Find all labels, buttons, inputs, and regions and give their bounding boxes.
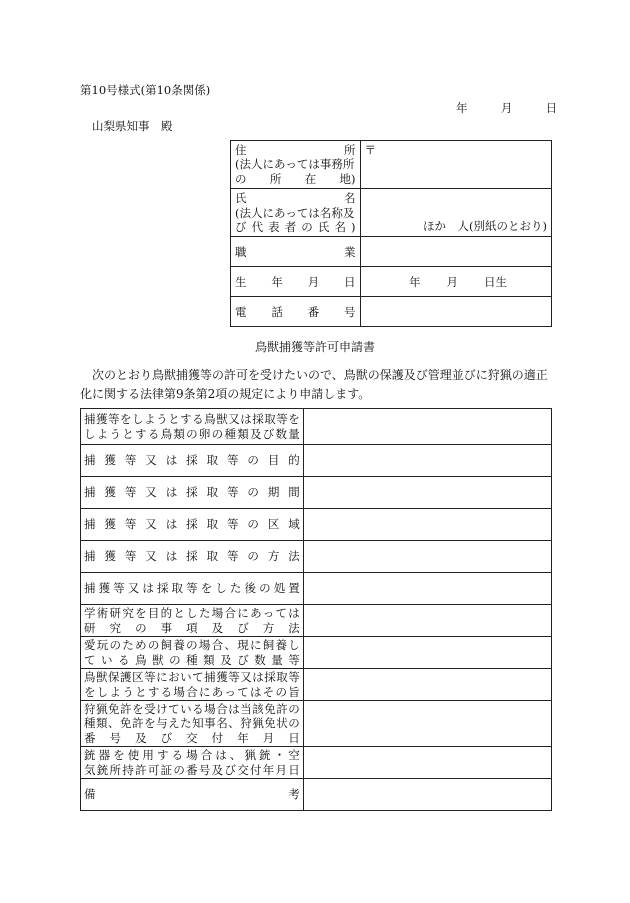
row-value-field[interactable]	[303, 445, 551, 477]
row-label: 銃器を使用する場合は、猟銃・空 気銃所持許可証の番号及び交付年月日	[81, 747, 304, 779]
table-row	[81, 779, 552, 811]
postal-mark: 〒	[364, 143, 377, 157]
table-row	[81, 701, 552, 747]
application-table	[80, 408, 552, 811]
date-line	[456, 101, 557, 115]
table-row	[81, 445, 552, 477]
row-value-field[interactable]	[303, 509, 551, 541]
row-value-field[interactable]	[303, 637, 551, 669]
row-label: 捕獲等をしようとする鳥獣又は採取等を しようとする鳥類の卵の種類及び数量	[81, 409, 304, 445]
row-label: 捕獲等又は採取等の目的	[81, 445, 304, 477]
row-value-field[interactable]	[303, 541, 551, 573]
intro-text: 次のとおり鳥獣捕獲等の許可を受けたいので、鳥獣の保護及び管理並びに狩猟の適正化に関する法律第9条第2項の規定により申請します。	[80, 368, 548, 402]
table-row	[81, 747, 552, 779]
birth-label: 生 年 月 日	[231, 267, 361, 297]
name-field[interactable]	[360, 189, 551, 237]
address-field[interactable]	[360, 141, 551, 189]
row-value-field[interactable]	[303, 701, 551, 747]
document-title: 鳥獣捕獲等許可申請書	[254, 340, 375, 354]
row-label: 捕獲等又は採取等をした後の処置	[81, 573, 304, 605]
name-label: 氏 名 (法人にあっては名称及 び代表者の氏名)	[231, 189, 361, 237]
row-label: 捕獲等又は採取等の方法	[81, 541, 304, 573]
row-value-field[interactable]	[303, 669, 551, 701]
table-row	[81, 409, 552, 445]
row-label: 備 考	[81, 779, 304, 811]
table-row	[81, 637, 552, 669]
row-label: 愛玩のための飼養の場合、現に飼養し ている鳥獣の種類及び数量等	[81, 637, 304, 669]
row-value-field[interactable]	[303, 747, 551, 779]
row-label: 狩猟免許を受けている場合は当該免許の 種類、免許を与えた知事名、狩猟免状の 番号及び交付年月日	[81, 701, 304, 747]
phone-label: 電 話 番 号	[231, 297, 361, 327]
form-number: 第10号様式(第10条関係)	[80, 83, 211, 97]
occupation-label: 職 業	[231, 237, 361, 267]
others-note: ほか 人(別紙のとおり)	[423, 218, 547, 233]
table-row	[81, 573, 552, 605]
table-row	[81, 509, 552, 541]
addressee: 山梨県知事 殿	[92, 119, 173, 133]
table-row	[81, 669, 552, 701]
birth-field[interactable]: 年 月 日生	[360, 267, 551, 297]
phone-field[interactable]	[360, 297, 551, 327]
date-day: 日	[545, 101, 558, 115]
date-year: 年	[456, 101, 468, 115]
applicant-table	[230, 140, 552, 327]
table-row	[81, 605, 552, 637]
address-label: 住 所 (法人にあっては事務所 の 所 在 地)	[231, 141, 361, 189]
row-value-field[interactable]	[303, 477, 551, 509]
occupation-field[interactable]	[360, 237, 551, 267]
table-row	[81, 477, 552, 509]
row-label: 捕獲等又は採取等の期間	[81, 477, 304, 509]
row-label: 捕獲等又は採取等の区域	[81, 509, 304, 541]
row-label: 学術研究を目的とした場合にあっては 研究の事項及び方法	[81, 605, 304, 637]
row-value-field[interactable]	[303, 605, 551, 637]
date-month: 月	[500, 101, 513, 115]
row-label: 鳥獣保護区等において捕獲等又は採取等 をしようとする場合にあってはその旨	[81, 669, 304, 701]
row-value-field[interactable]	[303, 779, 551, 811]
row-value-field[interactable]	[303, 573, 551, 605]
table-row	[81, 541, 552, 573]
row-value-field[interactable]	[303, 409, 551, 445]
